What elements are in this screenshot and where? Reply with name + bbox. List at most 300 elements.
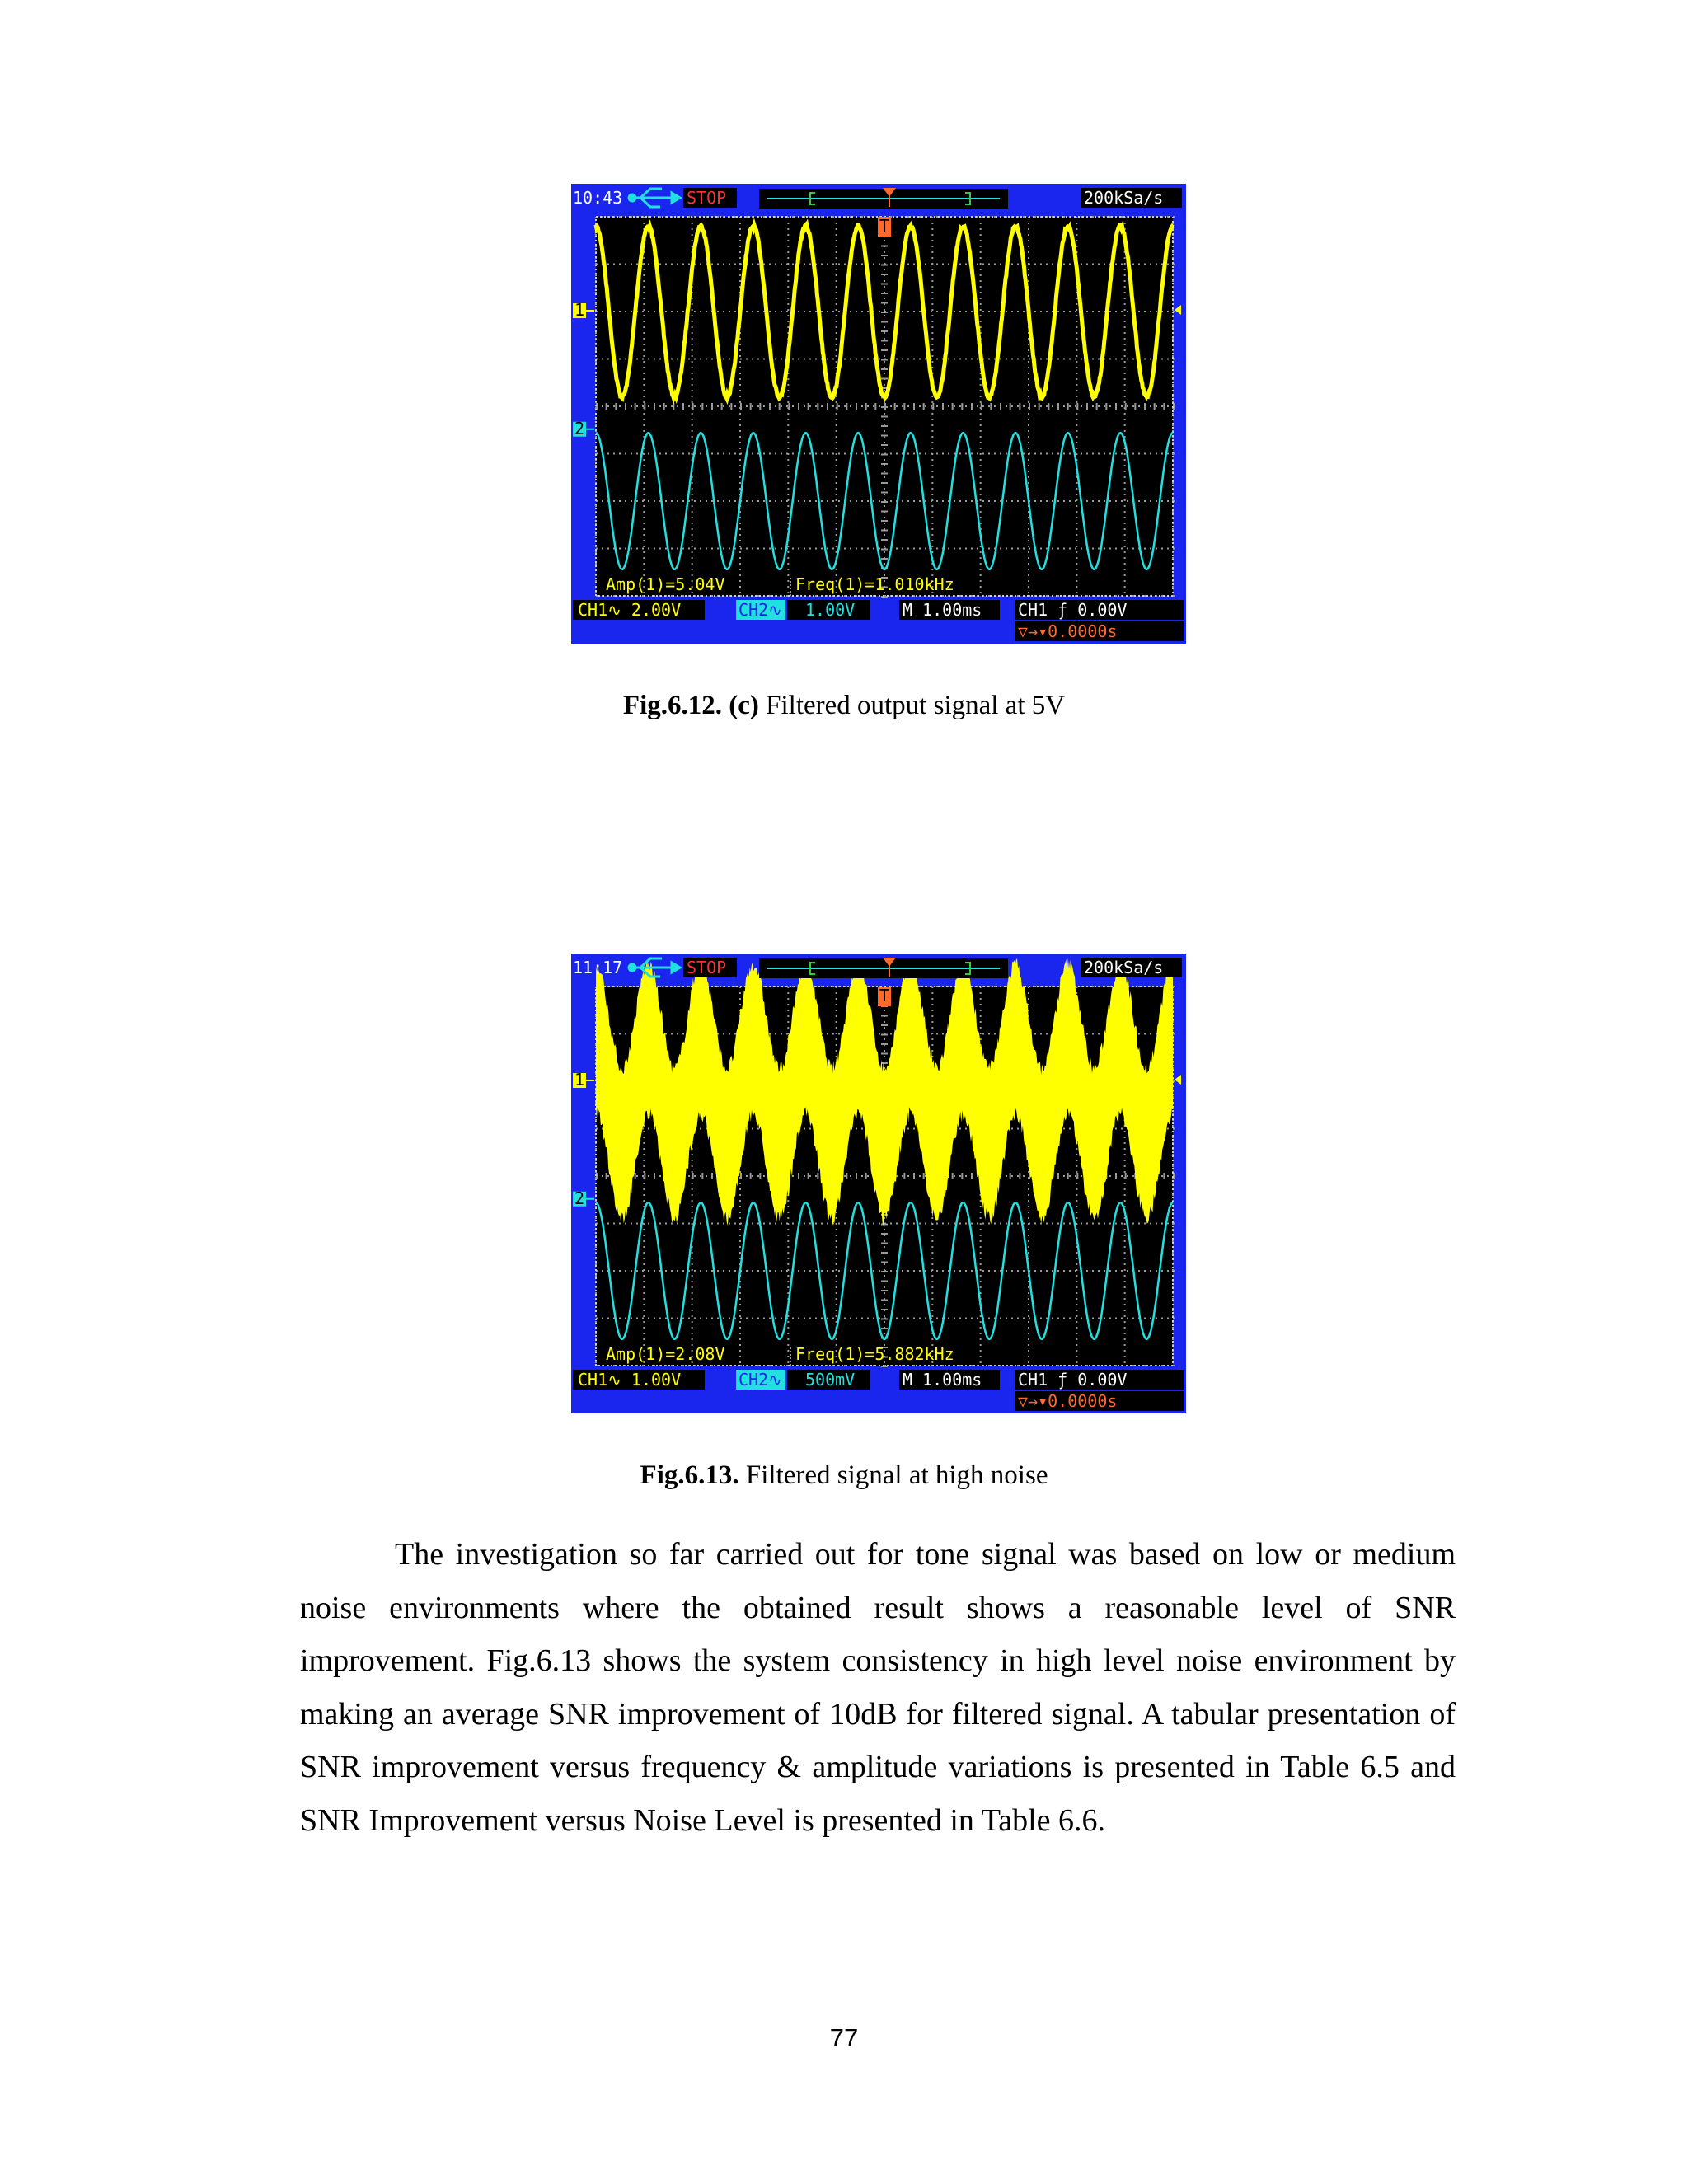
grid-dot (739, 465, 741, 466)
grid-dot (971, 500, 973, 502)
grid-dot (787, 482, 789, 484)
grid-dot (988, 405, 990, 407)
grid-dot (1172, 1310, 1174, 1311)
grid-dot (931, 424, 933, 426)
grid-dot (692, 528, 693, 530)
grid-dot (988, 311, 990, 312)
grid-dot (836, 1038, 837, 1040)
grid-dot (942, 1270, 944, 1272)
grid-dot (700, 1318, 701, 1319)
grid-dot (844, 1365, 846, 1366)
grid-dot (757, 1175, 759, 1177)
grid-dot (1029, 548, 1030, 550)
grid-dot (931, 505, 933, 507)
grid-dot (867, 311, 869, 312)
grid-dot (1063, 264, 1065, 265)
grid-dot (1124, 326, 1126, 328)
grid-dot (982, 405, 984, 407)
grid-dot (867, 405, 869, 407)
grid-dot (1124, 1252, 1126, 1254)
grid-dot (595, 1160, 597, 1161)
grid-dot (692, 517, 693, 518)
timebase: M 1.00ms (903, 600, 982, 620)
grid-dot (861, 453, 863, 455)
grid-dot (763, 1175, 765, 1177)
grid-dot (1011, 359, 1013, 360)
grid-dot (836, 998, 837, 1000)
grid-dot (643, 303, 645, 305)
oscilloscope-screenshot-fig-6-12c (571, 184, 1186, 644)
grid-dot (692, 488, 693, 490)
grid-dot (740, 453, 742, 455)
grid-dot (994, 311, 996, 312)
grid-dot (931, 298, 933, 299)
grid-dot (1076, 1361, 1077, 1363)
grid-dot (809, 1175, 811, 1177)
grid-dot (692, 1206, 693, 1207)
grid-dot (763, 359, 765, 360)
grid-dot (879, 405, 880, 407)
grid-dot (1040, 453, 1042, 455)
grid-dot (734, 1223, 736, 1225)
grid-dot (1124, 1154, 1126, 1155)
grid-dot (692, 436, 693, 438)
grid-dot (994, 405, 996, 407)
grid-dot (931, 405, 932, 407)
grid-dot (643, 505, 645, 507)
grid-dot (861, 1270, 863, 1272)
grid-dot (1076, 1263, 1077, 1265)
grid-dot (988, 1270, 990, 1272)
grid-dot (1023, 1270, 1025, 1272)
grid-dot (734, 264, 736, 265)
grid-dot (919, 359, 921, 360)
grid-dot (971, 453, 973, 455)
grid-dot (1076, 551, 1077, 553)
grid-dot (729, 1033, 730, 1035)
grid-dot (931, 286, 933, 288)
grid-dot (879, 311, 880, 312)
grid-dot (787, 998, 789, 1000)
axis-tick (981, 403, 982, 410)
grid-dot (643, 1304, 645, 1305)
grid-dot (775, 548, 776, 550)
grid-dot (625, 1223, 626, 1225)
grid-dot (861, 264, 863, 265)
grid-dot (739, 384, 741, 386)
grid-dot (706, 1318, 707, 1319)
grid-dot (682, 264, 684, 265)
grid-dot (1121, 1318, 1123, 1319)
grid-dot (867, 1318, 869, 1319)
grid-dot (1017, 311, 1019, 312)
grid-dot (746, 216, 748, 218)
grid-dot (739, 344, 741, 345)
grid-dot (1076, 482, 1077, 484)
grid-dot (907, 264, 909, 265)
grid-dot (827, 359, 828, 360)
ch2-tag: CH2∿ (738, 600, 782, 620)
grid-dot (798, 500, 799, 502)
grid-dot (1167, 453, 1169, 455)
grid-dot (648, 548, 649, 550)
grid-dot (642, 405, 644, 407)
grid-dot (643, 424, 645, 426)
grid-dot (769, 1270, 771, 1272)
grid-dot (643, 292, 645, 293)
axis-tick (881, 1053, 888, 1055)
grid-dot (1076, 1258, 1077, 1259)
axis-tick (817, 1173, 818, 1179)
grid-dot (815, 359, 817, 360)
grid-dot (1075, 500, 1076, 502)
grid-dot (971, 1318, 973, 1319)
grid-dot (787, 1327, 789, 1329)
grid-dot (786, 1033, 788, 1035)
grid-dot (643, 280, 645, 282)
grid-dot (1052, 500, 1053, 502)
body-paragraph (300, 1528, 1456, 1847)
grid-dot (739, 419, 741, 420)
grid-dot (1029, 1223, 1030, 1225)
grid-dot (1124, 1142, 1126, 1144)
grid-dot (1124, 1298, 1126, 1300)
grid-dot (994, 500, 996, 502)
grid-dot (677, 1318, 678, 1319)
grid-dot (965, 264, 967, 265)
grid-dot (844, 1175, 846, 1177)
grid-dot (781, 264, 782, 265)
grid-dot (665, 1318, 667, 1319)
grid-dot (980, 1010, 982, 1011)
grid-dot (977, 264, 978, 265)
measurement-amplitude: Amp(1)=2.08V (606, 1344, 725, 1364)
grid-dot (1075, 1175, 1076, 1177)
grid-dot (980, 234, 982, 236)
grid-dot (746, 500, 748, 502)
grid-dot (873, 1223, 874, 1225)
grid-dot (980, 430, 982, 432)
grid-dot (787, 511, 789, 513)
grid-dot (643, 569, 645, 570)
grid-dot (959, 1365, 961, 1366)
grid-dot (787, 280, 789, 282)
grid-dot (739, 574, 741, 576)
grid-dot (1124, 459, 1126, 461)
grid-dot (821, 548, 823, 550)
grid-dot (1076, 1148, 1077, 1150)
trigger-level-arrow (1175, 1075, 1181, 1085)
grid-dot (607, 405, 609, 407)
grid-dot (982, 453, 984, 455)
grid-dot (879, 1223, 880, 1225)
grid-dot (692, 424, 693, 426)
grid-dot (988, 548, 990, 550)
grid-dot (734, 986, 736, 987)
grid-dot (1124, 1286, 1126, 1288)
grid-dot (740, 1365, 742, 1366)
grid-dot (643, 1137, 645, 1138)
grid-dot (1172, 269, 1174, 270)
grid-dot (665, 405, 667, 407)
grid-dot (1150, 216, 1151, 218)
grid-dot (1150, 548, 1151, 550)
grid-dot (1124, 401, 1126, 403)
grid-dot (965, 1318, 967, 1319)
grid-dot (692, 413, 693, 415)
grid-dot (809, 1223, 811, 1225)
grid-dot (692, 228, 693, 230)
grid-dot (787, 517, 789, 518)
grid-dot (925, 548, 926, 550)
axis-tick (1057, 403, 1059, 410)
grid-dot (711, 1318, 713, 1319)
grid-dot (1104, 1223, 1105, 1225)
grid-dot (792, 1318, 794, 1319)
grid-dot (980, 569, 982, 570)
grid-dot (884, 1229, 885, 1230)
grid-dot (775, 986, 776, 987)
grid-dot (1132, 405, 1134, 407)
grid-dot (781, 1223, 782, 1225)
grid-dot (936, 1033, 938, 1035)
grid-dot (919, 311, 921, 312)
grid-dot (1121, 548, 1123, 550)
grid-dot (739, 1298, 741, 1300)
grid-dot (832, 359, 834, 360)
grid-dot (692, 482, 693, 484)
grid-dot (925, 405, 926, 407)
grid-dot (931, 1258, 933, 1259)
grid-dot (1063, 1128, 1065, 1130)
grid-dot (1092, 359, 1094, 360)
grid-dot (700, 1128, 701, 1130)
grid-dot (980, 1038, 982, 1040)
axis-tick (1076, 403, 1078, 410)
grid-dot (739, 1315, 741, 1317)
grid-dot (815, 1270, 817, 1272)
axis-tick (881, 1319, 888, 1320)
grid-dot (931, 448, 933, 449)
grid-dot (692, 1333, 693, 1334)
grid-dot (884, 373, 885, 374)
grid-dot (1127, 1270, 1128, 1272)
grid-dot (884, 332, 885, 334)
grid-dot (942, 311, 944, 312)
grid-dot (787, 1338, 789, 1340)
grid-dot (856, 1318, 857, 1319)
grid-dot (787, 1258, 789, 1259)
sample-rate: 200kSa/s (1084, 958, 1164, 977)
axis-tick (1086, 403, 1088, 410)
grid-dot (1023, 548, 1025, 550)
grid-dot (1076, 517, 1077, 518)
grid-dot (1172, 280, 1174, 282)
grid-dot (787, 1321, 789, 1323)
grid-dot (1046, 311, 1048, 312)
grid-dot (884, 240, 885, 241)
usb-icon-arrow (672, 963, 680, 972)
grid-dot (734, 1270, 736, 1272)
grid-dot (1124, 1327, 1126, 1329)
grid-dot (643, 1298, 645, 1300)
grid-dot (740, 359, 742, 360)
grid-dot (884, 1246, 885, 1248)
axis-tick (952, 403, 954, 410)
grid-dot (1076, 1315, 1077, 1317)
grid-dot (654, 311, 655, 312)
grid-dot (1028, 1010, 1029, 1011)
grid-dot (792, 986, 794, 987)
grid-dot (980, 396, 982, 397)
grid-dot (1017, 548, 1019, 550)
grid-dot (980, 465, 982, 466)
axis-tick (730, 403, 732, 410)
grid-dot (1076, 315, 1077, 316)
grid-dot (752, 1270, 753, 1272)
grid-dot (1063, 405, 1065, 407)
grid-dot (595, 1304, 597, 1305)
grid-dot (1109, 311, 1111, 312)
grid-dot (665, 1270, 667, 1272)
grid-dot (1086, 264, 1088, 265)
grid-dot (643, 1327, 645, 1329)
grid-dot (786, 1270, 788, 1272)
axis-tick (606, 1173, 607, 1179)
grid-dot (1172, 1165, 1174, 1167)
grid-dot (619, 359, 621, 360)
grid-dot (643, 517, 645, 518)
grid-dot (739, 349, 741, 351)
grid-dot (836, 228, 837, 230)
axis-tick (654, 403, 655, 410)
grid-dot (1028, 574, 1029, 576)
grid-dot (980, 286, 982, 288)
grid-dot (1098, 1318, 1100, 1319)
grid-dot (936, 1223, 938, 1225)
grid-dot (965, 311, 967, 312)
grid-dot (739, 1252, 741, 1254)
axis-tick (894, 403, 896, 410)
grid-dot (739, 1183, 741, 1184)
axis-tick (881, 558, 888, 560)
grid-dot (677, 405, 678, 407)
grid-dot (625, 500, 626, 502)
grid-dot (1098, 453, 1100, 455)
grid-dot (1124, 1315, 1126, 1317)
grid-dot (913, 1318, 915, 1319)
grid-dot (907, 453, 909, 455)
grid-dot (919, 500, 921, 502)
grid-dot (692, 349, 693, 351)
ch1-scale: CH1∿ 1.00V (578, 1370, 682, 1390)
grid-dot (1006, 1270, 1007, 1272)
axis-tick (881, 293, 888, 294)
grid-dot (1124, 367, 1126, 368)
grid-dot (692, 551, 693, 553)
grid-dot (595, 349, 597, 351)
grid-dot (692, 1194, 693, 1196)
grid-dot (931, 488, 933, 490)
grid-dot (1063, 1175, 1065, 1177)
grid-dot (734, 216, 736, 218)
grid-dot (815, 595, 817, 597)
grid-dot (613, 453, 615, 455)
grid-dot (1076, 1338, 1077, 1340)
grid-dot (1092, 500, 1094, 502)
grid-dot (692, 499, 693, 501)
grid-dot (931, 1015, 933, 1017)
grid-dot (1069, 359, 1071, 360)
grid-dot (1161, 548, 1163, 550)
grid-dot (1124, 1269, 1126, 1271)
grid-dot (787, 419, 789, 420)
grid-dot (980, 246, 982, 247)
grid-dot (739, 367, 741, 368)
grid-dot (850, 1270, 851, 1272)
grid-dot (1172, 384, 1174, 386)
grid-dot (1028, 1240, 1029, 1242)
grid-dot (692, 401, 693, 403)
grid-dot (809, 453, 811, 455)
grid-dot (856, 359, 857, 360)
grid-dot (752, 1223, 753, 1225)
grid-dot (1076, 448, 1077, 449)
grid-dot (836, 1252, 837, 1254)
grid-dot (775, 264, 776, 265)
grid-dot (787, 303, 789, 305)
grid-dot (787, 1240, 789, 1242)
grid-dot (1076, 384, 1077, 386)
grid-dot (692, 303, 693, 305)
grid-dot (879, 548, 880, 550)
grid-dot (787, 257, 789, 259)
grid-dot (625, 595, 626, 597)
grid-dot (723, 548, 724, 550)
grid-dot (1076, 534, 1077, 536)
grid-dot (884, 551, 885, 553)
grid-dot (1028, 344, 1029, 345)
grid-dot (739, 1333, 741, 1334)
grid-dot (936, 548, 938, 550)
grid-dot (1172, 540, 1174, 541)
grid-dot (729, 1318, 730, 1319)
grid-dot (836, 1292, 837, 1294)
grid-dot (980, 998, 982, 1000)
grid-dot (688, 1318, 690, 1319)
grid-dot (827, 595, 828, 597)
grid-dot (787, 246, 789, 247)
grid-dot (954, 1270, 955, 1272)
grid-dot (602, 1318, 603, 1319)
grid-dot (643, 378, 645, 380)
grid-dot (988, 1033, 990, 1035)
grid-dot (739, 223, 741, 224)
grid-dot (643, 1240, 645, 1242)
ch2-scale: 500mV (805, 1370, 856, 1390)
grid-dot (1121, 1175, 1123, 1177)
grid-dot (931, 1281, 933, 1282)
grid-dot (723, 264, 724, 265)
grid-dot (896, 1223, 898, 1225)
grid-dot (832, 1318, 834, 1319)
grid-dot (1052, 405, 1053, 407)
grid-dot (739, 1240, 741, 1242)
grid-dot (1124, 1148, 1126, 1150)
grid-dot (636, 405, 638, 407)
grid-dot (654, 1318, 655, 1319)
grid-dot (948, 405, 950, 407)
